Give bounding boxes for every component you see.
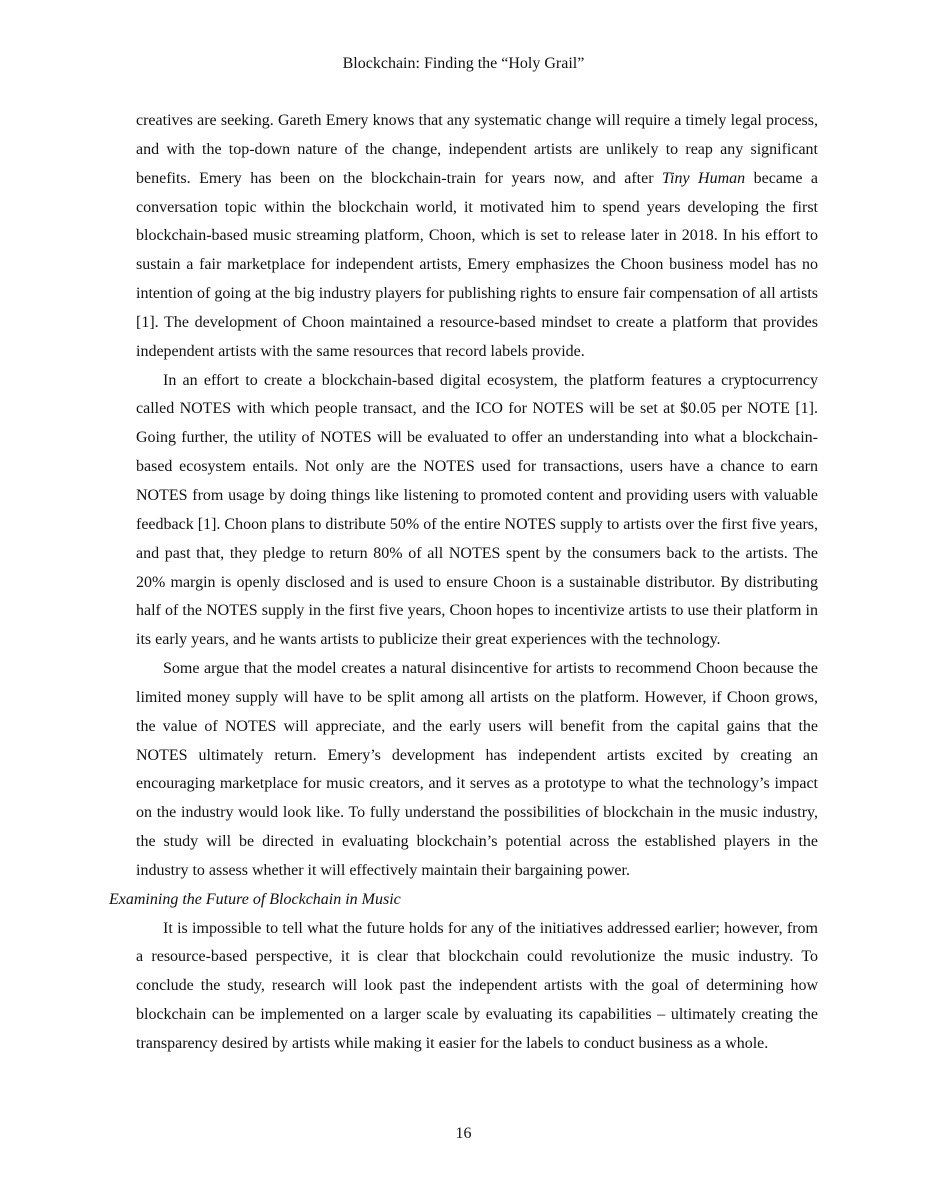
- running-header: Blockchain: Finding the “Holy Grail”: [342, 55, 585, 72]
- page-number: 16: [455, 1125, 472, 1142]
- paragraph-text: became a conversation topic within the blockchain world, it motivated him to spend years developing the first blockchain-based music streaming platform, Choon, which is set to release later in 2018. In his effort to sustain a fair marketplace for independent artists, Emery emphasizes the Choon business model has no intention of going at the big industry players for publishing rights to ensure fair compensation of all artists [1]. The development of Choon maintained a resource-based mindset to create a platform that provides independent artists with the same resources that record labels provide.: [136, 169, 819, 360]
- paragraph-notes-ecosystem: In an effort to create a blockchain-based digital ecosystem, the platform features a cryptocurrency called NOTES with which people transact, and the ICO for NOTES will be set at $0.05 per NOTE [1]. Going further, the utility of NOTES will be evaluated to offer an understanding into what a blockchain-based ecosystem entails. Not only are the NOTES used for transactions, users have a chance to earn NOTES from usage by doing things like listening to promoted content and providing users with valuable feedback [1]. Choon plans to distribute 50% of the entire NOTES supply to artists over the first five years, and past that, they pledge to return 80% of all NOTES spent by the consumers back to the artists. The 20% margin is openly disclosed and is used to ensure Choon is a sustainable distributor. By distributing half of the NOTES supply in the first five years, Choon hopes to incentivize artists to use their platform in its early years, and he wants artists to publicize their great experiences with the technology.: [136, 371, 818, 649]
- paragraph-disincentive: Some argue that the model creates a natural disincentive for artists to recommend Choon because the limited money supply will have to be split among all artists on the platform. However, if Choon grows, the value of NOTES will appreciate, and the early users will benefit from the capital gains that the NOTES ultimately return. Emery’s development has independent artists excited by creating an encouraging marketplace for music creators, and it serves as a prototype to what the technology’s impact on the industry would look like. To fully understand the possibilities of blockchain in the music industry, the study will be directed in evaluating blockchain’s potential across the established players in the industry to assess whether it will effectively maintain their bargaining power.: [136, 660, 818, 879]
- paragraph-future: It is impossible to tell what the future holds for any of the initiatives addressed earlier; however, from a resource-based perspective, it is clear that blockchain could revolutionize the music industry. To conclude the study, research will look past the independent artists with the goal of determining how blockchain can be implemented on a larger scale by evaluating its capabilities – ultimately creating the transparency desired by artists while making it easier for the labels to conduct business as a whole.: [136, 919, 818, 1052]
- italic-title-tiny-human: Tiny Human: [662, 169, 746, 187]
- paragraph-text: creatives are seeking. Gareth Emery knows that any systematic change will require a timely legal process, and with the top-down nature of the change, independent artists are unlikely to reap any significant benefits. Emery has been on the blockchain-train for years now, and after: [136, 112, 818, 187]
- body-text: [109, 107, 819, 1059]
- section-heading: Examining the Future of Blockchain in Music: [109, 890, 401, 908]
- paragraph-continued: [136, 107, 818, 367]
